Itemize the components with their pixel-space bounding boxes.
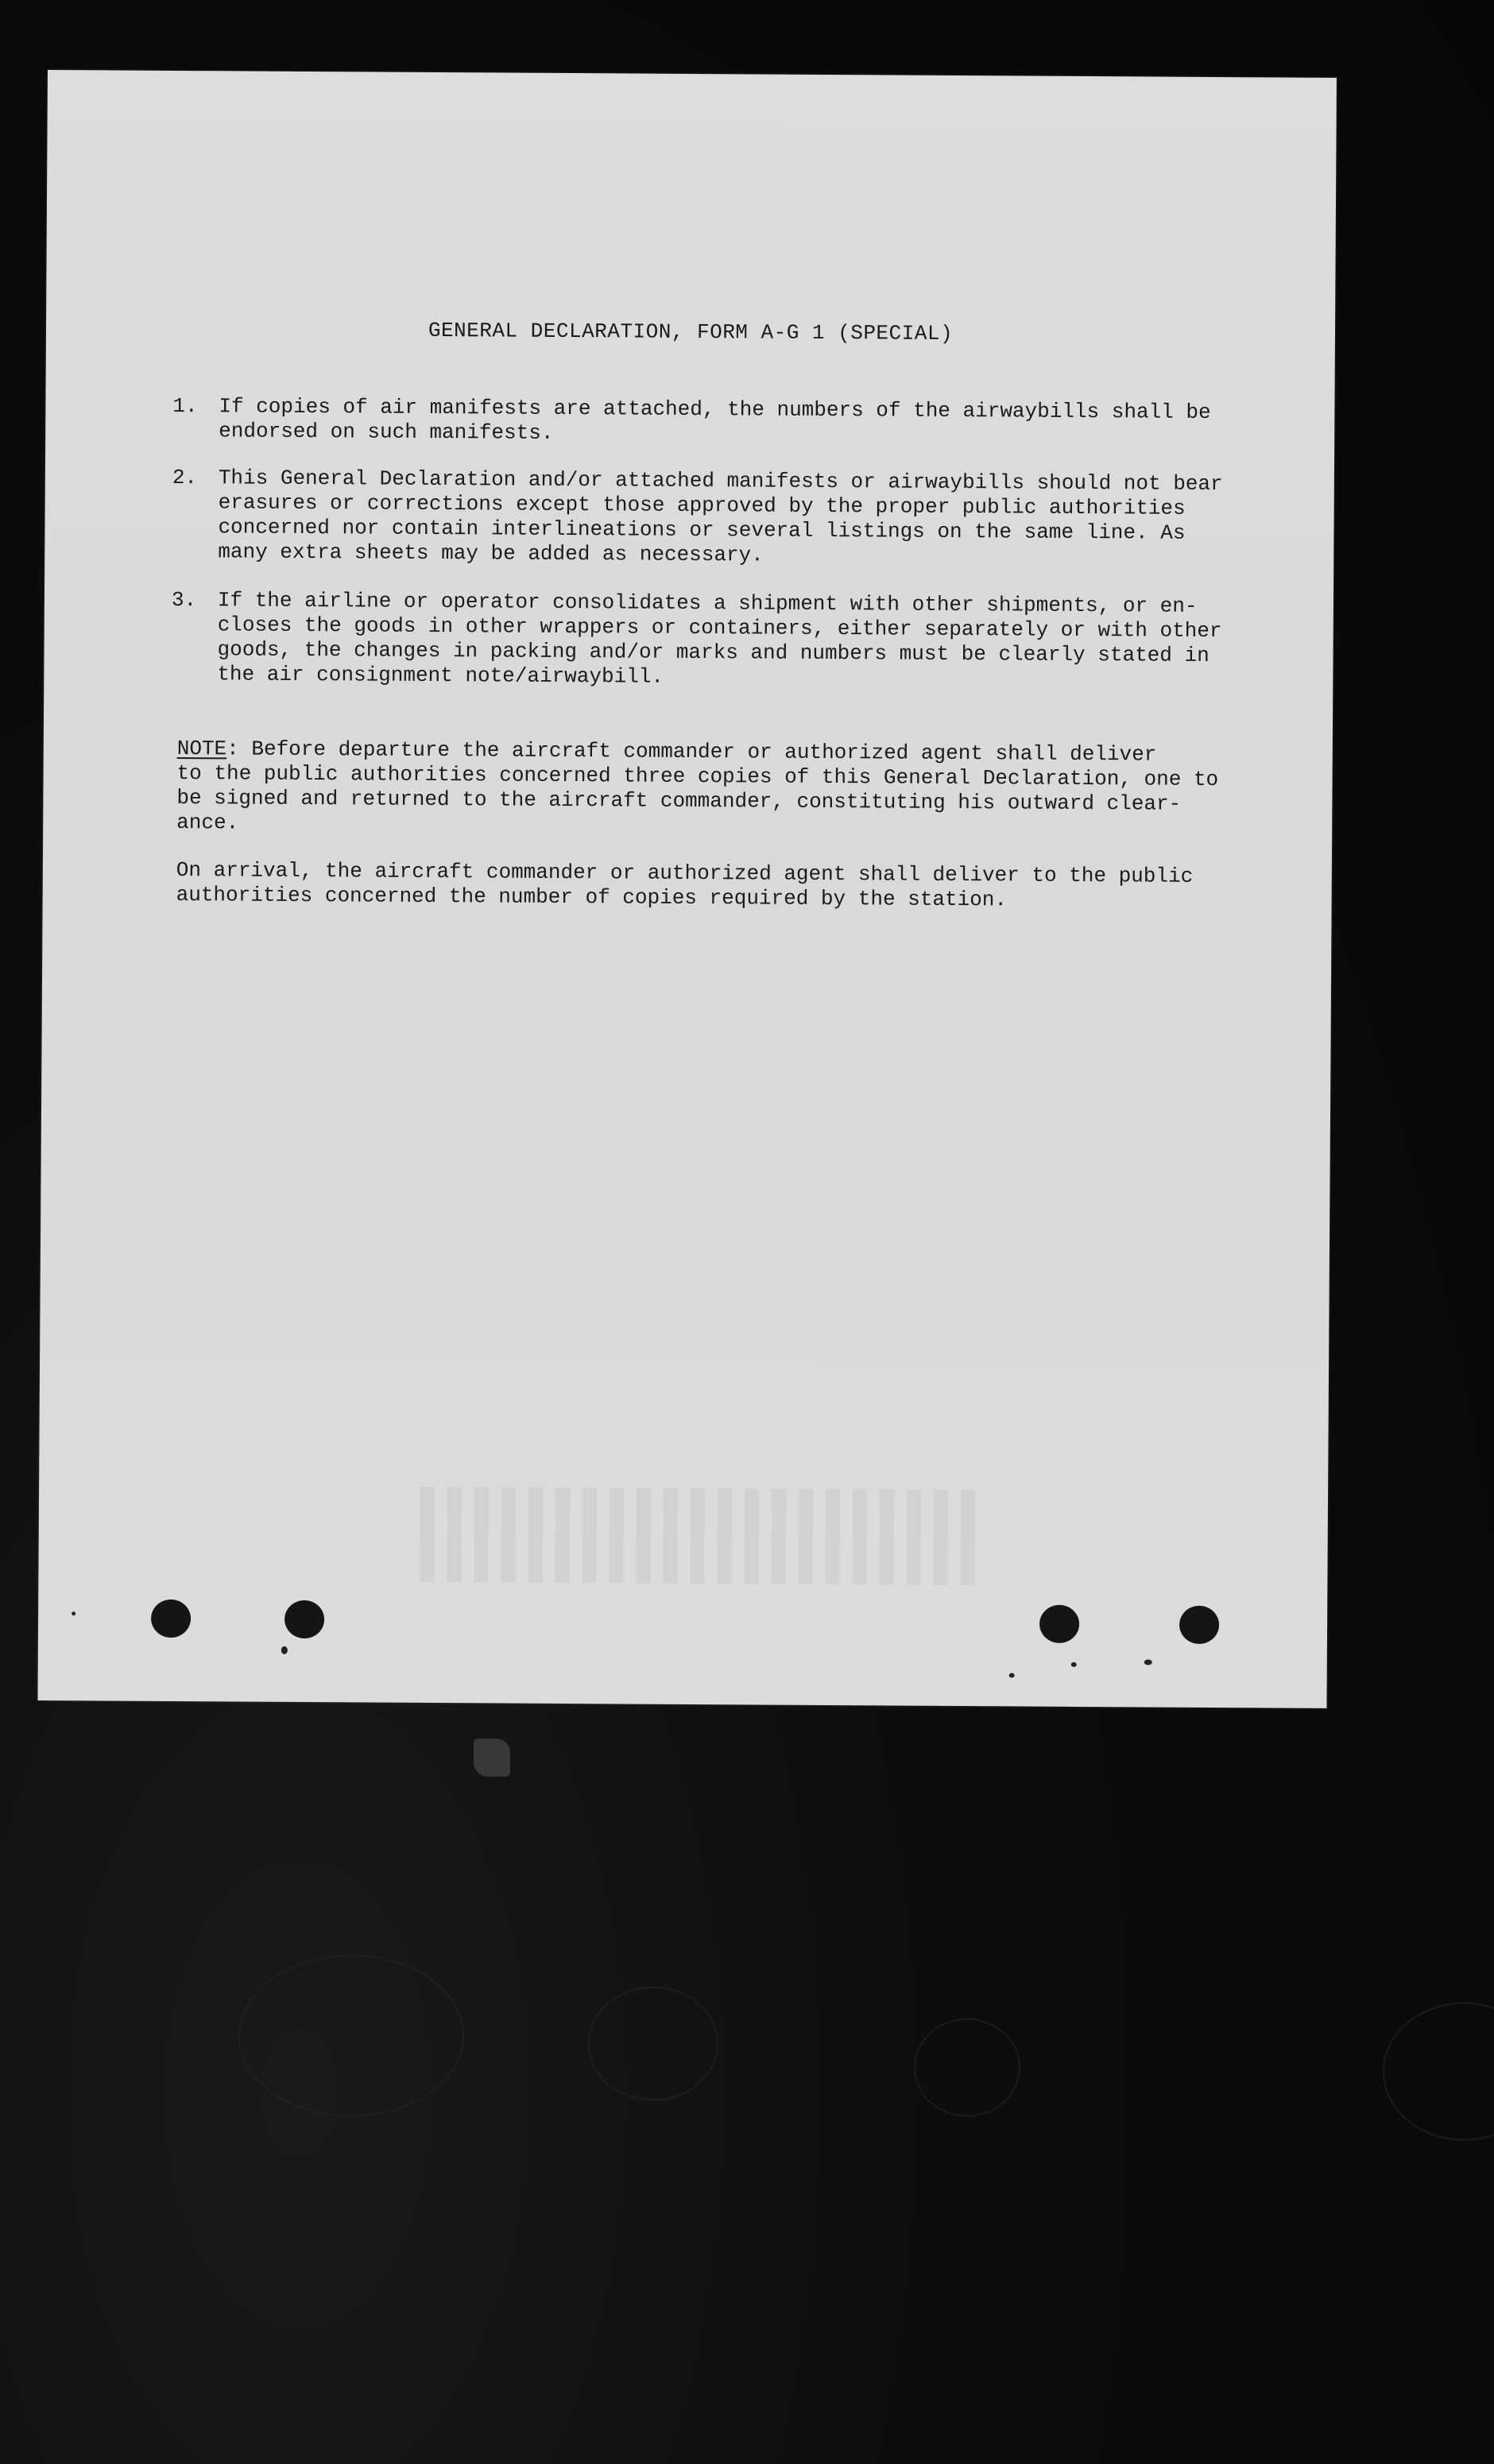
list-item [172,394,1269,450]
arrival-paragraph: On arrival, the aircraft commander or authorized agent shall deliver to the public authorities concerned the number of copies required by the station. [176,858,1194,912]
list-item-text: If copies of air manifests are attached, the numbers of the airwaybills shall be endorsed on such manifests. [219,394,1211,445]
list-item-text: If the airline or operator consolidates a shipment with other shipments, or en- closes the goods in other wrappers or containers, either separately or with other goods, the changes in packing and/or marks and numbers must be clearly stated in the air consignment note/airwaybill. [217,588,1222,689]
film-artifact-mark [474,1739,510,1777]
note-text: : Before departure the aircraft commander or authorized agent shall deliver to the public authorities concerned three copies of this General Declaration, one to be signed and returned to the aircraft commander, constituting his outward clear- ance. [176,737,1219,835]
list-item [172,466,1269,571]
paper-speck [72,1611,75,1615]
film-artifact-ring [914,2018,1020,2117]
document-title: GENERAL DECLARATION, FORM A-G 1 (SPECIAL) [428,318,954,346]
paper-speck [1009,1673,1015,1677]
punch-hole [151,1599,191,1638]
paper-speck [281,1646,288,1654]
bleed-through-text [420,1487,977,1585]
note-label: NOTE [176,737,227,761]
document-page [37,70,1337,1708]
note-paragraph [176,737,1274,841]
punch-hole [284,1600,324,1638]
film-artifact-ring [588,1986,718,2101]
list-item-text: This General Declaration and/or attached manifests or airwaybills should not bear erasures or corrections except those approved by the proper public authorities concerned nor contain interlineations or several listings on the same line. As many extra sheets may be added as necessary. [218,466,1223,567]
paper-speck [1071,1662,1077,1667]
list-item-number: 2. [172,465,198,490]
list-item [171,588,1268,693]
paper-speck [1144,1659,1152,1665]
list-item-number: 1. [172,393,198,419]
film-artifact-ring [238,1955,464,2117]
list-item-number: 3. [171,587,197,613]
punch-hole [1039,1605,1079,1643]
punch-hole [1179,1606,1219,1644]
